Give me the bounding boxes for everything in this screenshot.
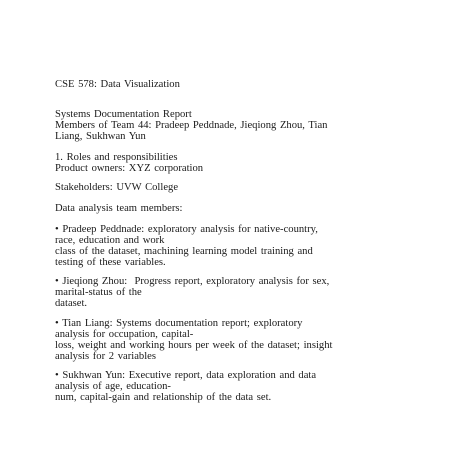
section-heading: 1. Roles and responsibilities — [55, 152, 178, 163]
member-line: testing of these variables. — [55, 257, 166, 268]
member-line: • Jieqiong Zhou: Progress report, exploratory analysis for sex, — [55, 276, 330, 287]
member-line: analysis for occupation, capital- — [55, 329, 194, 340]
member-line: • Sukhwan Yun: Executive report, data exploration and data — [55, 370, 317, 381]
member-line: analysis for 2 variables — [55, 351, 156, 362]
course-title: CSE 578: Data Visualization — [55, 79, 180, 90]
team-members-heading: Data analysis team members: — [55, 203, 183, 214]
member-line: marital-status of the — [55, 287, 142, 298]
member-line: loss, weight and working hours per week of the dataset; insight — [55, 340, 333, 351]
product-owners: Product owners: XYZ corporation — [55, 163, 204, 174]
member-line: num, capital-gain and relationship of the data set. — [55, 392, 272, 403]
team-line-2: Liang, Sukhwan Yun — [55, 131, 146, 142]
team-line-1: Members of Team 44: Pradeep Peddnade, Jieqiong Zhou, Tian — [55, 120, 328, 131]
member-line: • Pradeep Peddnade: exploratory analysis for native-country, — [55, 224, 318, 235]
member-line: analysis of age, education- — [55, 381, 171, 392]
stakeholders: Stakeholders: UVW College — [55, 182, 179, 193]
member-line: dataset. — [55, 298, 88, 309]
report-title: Systems Documentation Report — [55, 109, 192, 120]
member-line: • Tian Liang: Systems documentation report; exploratory — [55, 318, 303, 329]
member-line: class of the dataset, machining learning model training and — [55, 246, 313, 257]
member-line: race, education and work — [55, 235, 165, 246]
